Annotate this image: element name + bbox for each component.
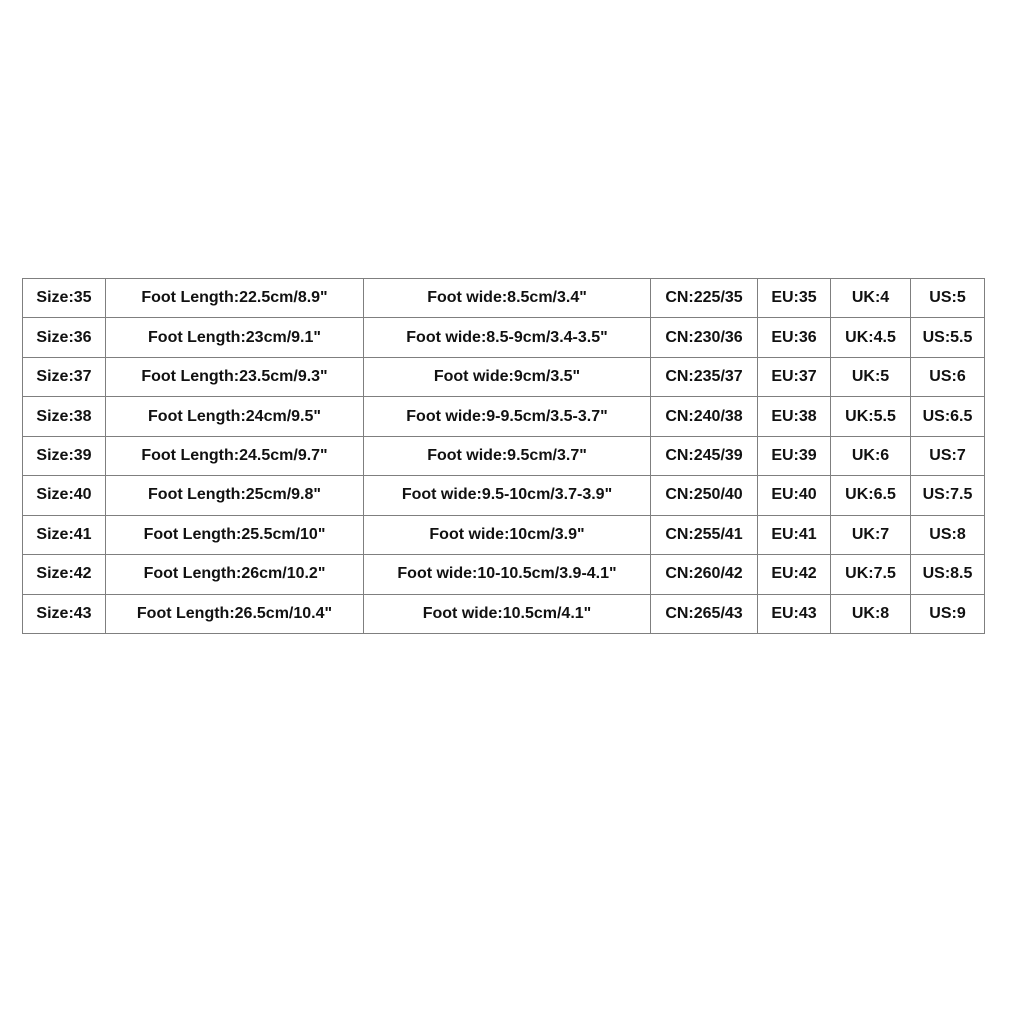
eu-cell: EU:40 [758, 476, 831, 515]
cn-cell: CN:230/36 [651, 318, 758, 357]
uk-cell: UK:5.5 [831, 397, 911, 436]
table-row [23, 397, 985, 436]
size-cell: Size:41 [23, 515, 106, 554]
eu-cell: EU:35 [758, 279, 831, 318]
size-cell: Size:37 [23, 357, 106, 396]
cn-cell: CN:260/42 [651, 555, 758, 594]
size-chart-table [22, 278, 985, 634]
size-cell: Size:39 [23, 436, 106, 475]
uk-cell: UK:4 [831, 279, 911, 318]
us-cell: US:5.5 [911, 318, 985, 357]
cn-cell: CN:235/37 [651, 357, 758, 396]
uk-cell: UK:7 [831, 515, 911, 554]
table-row [23, 476, 985, 515]
eu-cell: EU:37 [758, 357, 831, 396]
size-chart-body [23, 279, 985, 634]
eu-cell: EU:38 [758, 397, 831, 436]
table-row [23, 555, 985, 594]
foot-wide-cell: Foot wide:8.5-9cm/3.4-3.5" [364, 318, 651, 357]
size-cell: Size:35 [23, 279, 106, 318]
table-row [23, 357, 985, 396]
table-row [23, 318, 985, 357]
cn-cell: CN:265/43 [651, 594, 758, 634]
us-cell: US:7 [911, 436, 985, 475]
size-cell: Size:42 [23, 555, 106, 594]
foot-wide-cell: Foot wide:10-10.5cm/3.9-4.1" [364, 555, 651, 594]
size-cell: Size:40 [23, 476, 106, 515]
us-cell: US:5 [911, 279, 985, 318]
foot-length-cell: Foot Length:23.5cm/9.3" [106, 357, 364, 396]
cn-cell: CN:225/35 [651, 279, 758, 318]
us-cell: US:7.5 [911, 476, 985, 515]
foot-length-cell: Foot Length:24.5cm/9.7" [106, 436, 364, 475]
foot-wide-cell: Foot wide:8.5cm/3.4" [364, 279, 651, 318]
size-cell: Size:36 [23, 318, 106, 357]
us-cell: US:6.5 [911, 397, 985, 436]
eu-cell: EU:36 [758, 318, 831, 357]
size-cell: Size:38 [23, 397, 106, 436]
us-cell: US:8.5 [911, 555, 985, 594]
table-row [23, 436, 985, 475]
uk-cell: UK:8 [831, 594, 911, 634]
foot-wide-cell: Foot wide:10cm/3.9" [364, 515, 651, 554]
us-cell: US:8 [911, 515, 985, 554]
uk-cell: UK:5 [831, 357, 911, 396]
eu-cell: EU:42 [758, 555, 831, 594]
uk-cell: UK:6.5 [831, 476, 911, 515]
cn-cell: CN:240/38 [651, 397, 758, 436]
foot-wide-cell: Foot wide:9-9.5cm/3.5-3.7" [364, 397, 651, 436]
foot-length-cell: Foot Length:23cm/9.1" [106, 318, 364, 357]
foot-length-cell: Foot Length:25cm/9.8" [106, 476, 364, 515]
foot-length-cell: Foot Length:25.5cm/10" [106, 515, 364, 554]
size-cell: Size:43 [23, 594, 106, 634]
uk-cell: UK:6 [831, 436, 911, 475]
us-cell: US:9 [911, 594, 985, 634]
foot-length-cell: Foot Length:24cm/9.5" [106, 397, 364, 436]
foot-wide-cell: Foot wide:9cm/3.5" [364, 357, 651, 396]
table-row [23, 515, 985, 554]
foot-length-cell: Foot Length:26cm/10.2" [106, 555, 364, 594]
foot-length-cell: Foot Length:26.5cm/10.4" [106, 594, 364, 634]
table-row [23, 279, 985, 318]
cn-cell: CN:255/41 [651, 515, 758, 554]
eu-cell: EU:43 [758, 594, 831, 634]
table-row [23, 594, 985, 634]
size-chart [22, 278, 984, 634]
us-cell: US:6 [911, 357, 985, 396]
foot-wide-cell: Foot wide:9.5cm/3.7" [364, 436, 651, 475]
cn-cell: CN:245/39 [651, 436, 758, 475]
foot-length-cell: Foot Length:22.5cm/8.9" [106, 279, 364, 318]
uk-cell: UK:7.5 [831, 555, 911, 594]
foot-wide-cell: Foot wide:10.5cm/4.1" [364, 594, 651, 634]
cn-cell: CN:250/40 [651, 476, 758, 515]
foot-wide-cell: Foot wide:9.5-10cm/3.7-3.9" [364, 476, 651, 515]
eu-cell: EU:39 [758, 436, 831, 475]
eu-cell: EU:41 [758, 515, 831, 554]
uk-cell: UK:4.5 [831, 318, 911, 357]
